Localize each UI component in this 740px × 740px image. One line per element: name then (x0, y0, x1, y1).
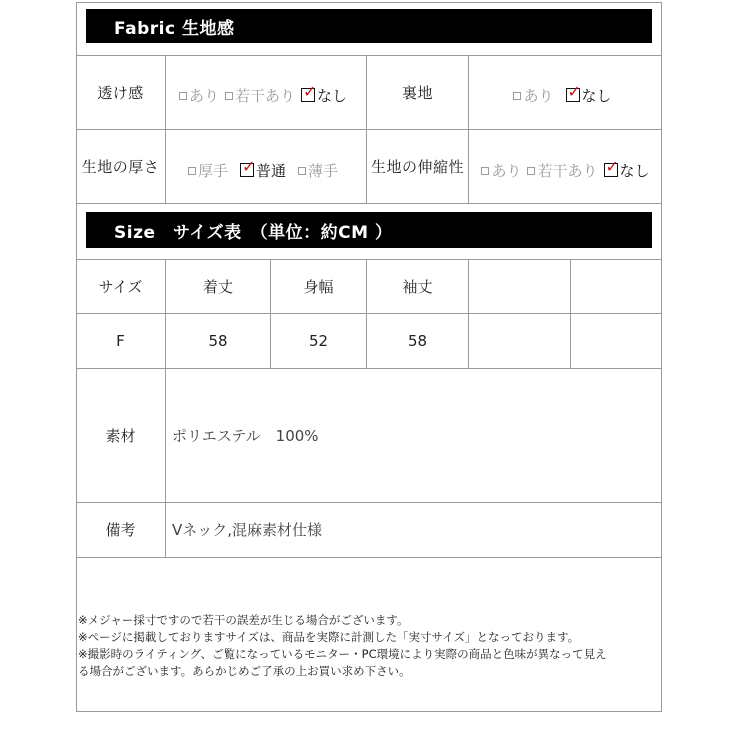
size-section-header (86, 212, 652, 248)
option-checked: ✓ なし (303, 82, 348, 105)
note-line: る場合がございます。あらかじめご了承の上お買い求め下さい。 (78, 664, 411, 678)
fabric-section-header (86, 9, 652, 43)
option-checked: ✓ 普通 (241, 157, 286, 180)
empty-checkbox-icon (188, 167, 196, 175)
lining-options (469, 55, 662, 135)
option-unchecked: あり (513, 85, 553, 106)
column-header-size: サイズ (98, 277, 143, 296)
empty-checkbox-icon (481, 167, 489, 175)
thickness-options (166, 129, 366, 211)
empty-value-cell (571, 313, 662, 368)
empty-checkbox-icon (513, 92, 521, 100)
checked-checkbox-icon: ✓ (303, 82, 317, 101)
material-label: 素材 (105, 426, 136, 445)
empty-checkbox-icon (527, 167, 535, 175)
notes-block (78, 612, 662, 680)
column-header-width: 身幅 (303, 277, 334, 296)
option-unchecked: 若干あり (527, 160, 597, 181)
option-unchecked: あり (481, 160, 521, 181)
stretch-label: 生地の伸縮性 (370, 157, 464, 176)
fabric-header-text: Fabric 生地感 (114, 18, 235, 39)
option-unchecked: あり (179, 85, 219, 106)
note-line: ※撮影時のライティング、ご覧になっているモニター・PC環境により実際の商品と色味が異なって見え (78, 647, 607, 661)
option-checked: ✓ なし (567, 82, 612, 105)
divider (76, 557, 662, 558)
transparency-options (166, 55, 366, 135)
size-header-text: Size サイズ表 （単位：約CM ） (114, 222, 393, 243)
option-checked: ✓ なし (605, 157, 650, 180)
size-value-cell: F (116, 331, 125, 350)
option-unchecked: 薄手 (298, 160, 338, 181)
empty-value-cell (469, 313, 570, 368)
stretch-options (469, 129, 662, 211)
note-line: ※ページに掲載しておりますサイズは、商品を実際に計測した「実寸サイズ」となっております。 (78, 630, 580, 644)
remarks-value: Vネック,混麻素材仕様 (172, 521, 323, 539)
material-value: ポリエステル 100% (172, 426, 319, 445)
option-unchecked: 若干あり (225, 85, 295, 106)
width-value-cell: 52 (308, 331, 329, 350)
empty-checkbox-icon (298, 167, 306, 175)
checked-checkbox-icon: ✓ (241, 157, 256, 176)
column-header-empty (571, 259, 662, 313)
column-header-empty (469, 259, 570, 313)
sleeve-value-cell: 58 (407, 331, 428, 350)
note-line: ※メジャー採寸ですので若干の誤差が生じる場合がございます。 (78, 613, 409, 627)
checked-checkbox-icon: ✓ (567, 82, 581, 101)
empty-checkbox-icon (179, 92, 187, 100)
empty-checkbox-icon (225, 92, 233, 100)
lining-label: 裏地 (401, 83, 433, 102)
thickness-label: 生地の厚さ (81, 157, 160, 176)
remarks-label: 備考 (105, 521, 136, 539)
option-unchecked: 厚手 (188, 160, 228, 181)
transparency-label: 透け感 (97, 83, 144, 102)
column-header-length: 着丈 (202, 277, 233, 296)
column-header-sleeve: 袖丈 (402, 277, 433, 296)
checked-checkbox-icon: ✓ (605, 157, 619, 176)
length-value-cell: 58 (208, 331, 228, 350)
